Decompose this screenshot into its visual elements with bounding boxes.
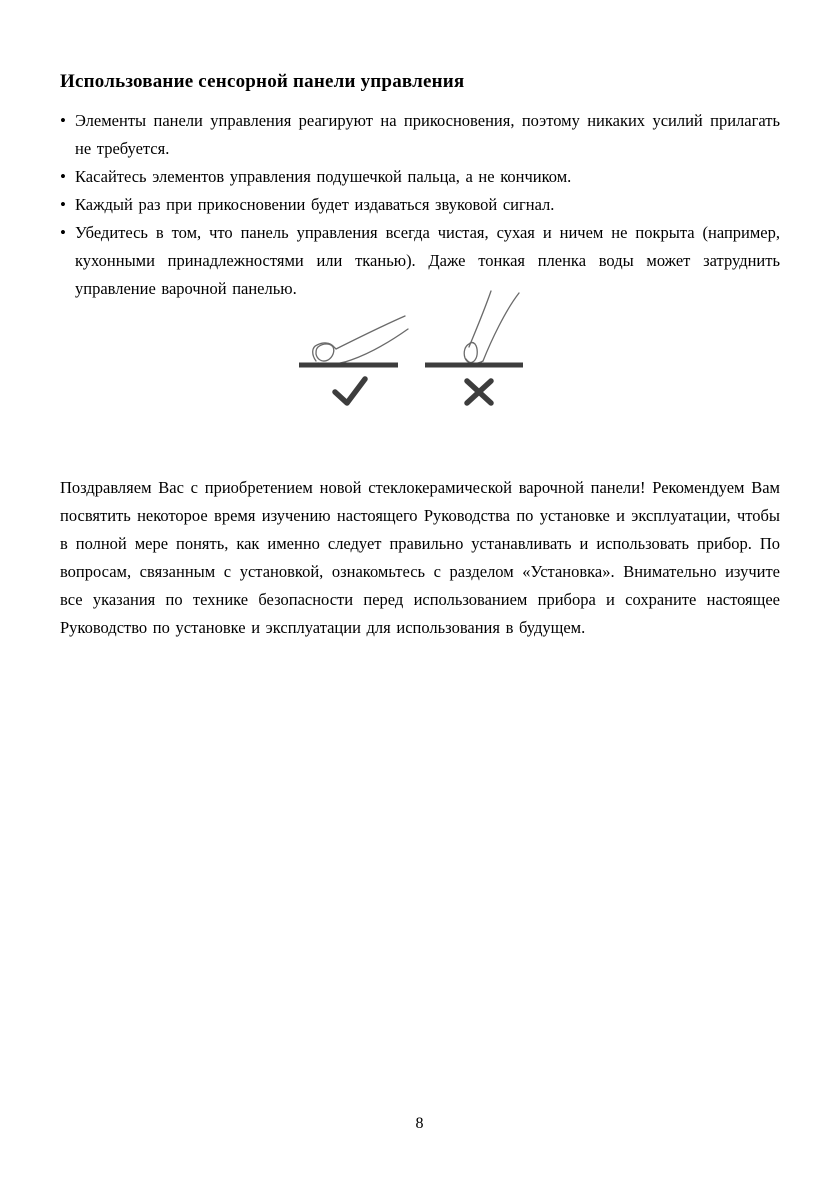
check-icon xyxy=(335,379,365,403)
bullet-list xyxy=(60,107,780,303)
cross-icon xyxy=(467,381,491,403)
intro-paragraph: Поздравляем Вас с приобретением новой стеклокерамической варочной панели! Рекомендуем Вам посвятить некоторое время изучению настоящего Руководства по установке и эксплуатации, чтобы в полной мере понять, как именно следует правильно устанавливать и использовать прибор. По вопросам, связанным с установкой, ознакомьтесь с разделом «Установка». Внимательно изучите все указания по технике безопасности перед использованием прибора и сохраните настоящее Руководство по установке и эксплуатации для использования в будущем. xyxy=(60,478,780,637)
bullet-item-keep-clean: • Убедитесь в том, что панель управления всегда чистая, сухая и ничем не покрыта (например, кухонными принадлежностями или тканью). Даже тонкая пленка воды может затруднить управление варочной панелью. xyxy=(60,219,780,303)
bullet-item-touch-sensitivity: • Элементы панели управления реагируют на прикосновения, поэтому никаких усилий прилагать не требуется. xyxy=(60,107,780,163)
bullet-item-finger-pad: • Касайтесь элементов управления подушечкой пальца, а не кончиком. xyxy=(60,163,780,191)
touch-illustration-svg xyxy=(295,289,545,417)
page-number: 8 xyxy=(415,1115,424,1132)
touch-illustration xyxy=(60,289,780,417)
section-title: Использование сенсорной панели управления xyxy=(60,71,465,92)
finger-flat-sketch xyxy=(313,316,408,364)
bullet-item-beep-signal: • Каждый раз при прикосновении будет издаваться звуковой сигнал. xyxy=(60,191,780,219)
